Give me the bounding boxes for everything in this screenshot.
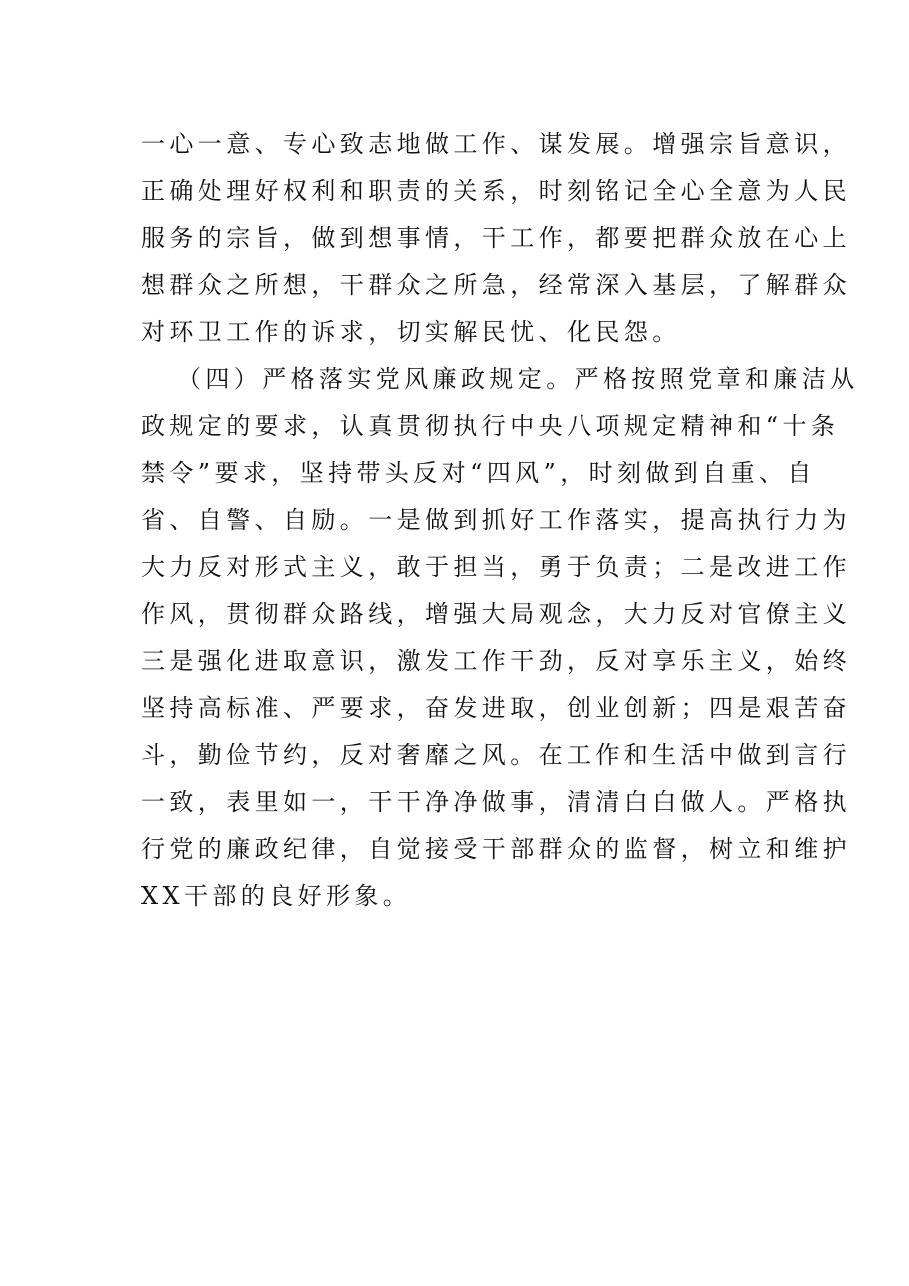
paragraph-line: 坚持高标准、严要求，奋发进取，创业创新；四是艰苦奋 <box>141 694 851 722</box>
paragraph-line: 作风，贯彻群众路线，增强大局观念，大力反对官僚主义 <box>141 600 851 628</box>
paragraph-line: 一心一意、专心致志地做工作、谋发展。增强宗旨意识， <box>141 130 851 158</box>
paragraph-line: 服务的宗旨，做到想事情，干工作，都要把群众放在心上 <box>141 224 851 252</box>
paragraph-line: 政规定的要求，认真贯彻执行中央八项规定精神和“十条 <box>141 412 840 440</box>
paragraph-line: 禁令”要求，坚持带头反对“四风”，时刻做到自重、自 <box>141 459 816 487</box>
paragraph-line: XX干部的良好形象。 <box>141 882 412 910</box>
paragraph-line: 行党的廉政纪律，自觉接受干部群众的监督，树立和维护 <box>141 835 851 863</box>
paragraph-line: 对环卫工作的诉求，切实解民忧、化民怨。 <box>141 318 681 346</box>
paragraph-line: 正确处理好权利和职责的关系，时刻铭记全心全意为人民 <box>141 177 851 205</box>
body-text <box>141 121 859 920</box>
paragraph-line: 想群众之所想，干群众之所急，经常深入基层，了解群众 <box>141 271 851 299</box>
paragraph-line: 一致，表里如一，干干净净做事，清清白白做人。严格执 <box>141 788 851 816</box>
paragraph-line: 三是强化进取意识，激发工作干劲，反对享乐主义，始终 <box>141 647 851 675</box>
paragraph-line: 省、自警、自励。一是做到抓好工作落实，提高执行力为 <box>141 506 851 534</box>
paragraph-line: 大力反对形式主义，敢于担当，勇于负责；二是改进工作 <box>141 553 851 581</box>
section-heading-line: （四）严格落实党风廉政规定。严格按照党章和廉洁从 <box>177 365 859 393</box>
paragraph-line: 斗，勤俭节约，反对奢靡之风。在工作和生活中做到言行 <box>141 741 851 769</box>
